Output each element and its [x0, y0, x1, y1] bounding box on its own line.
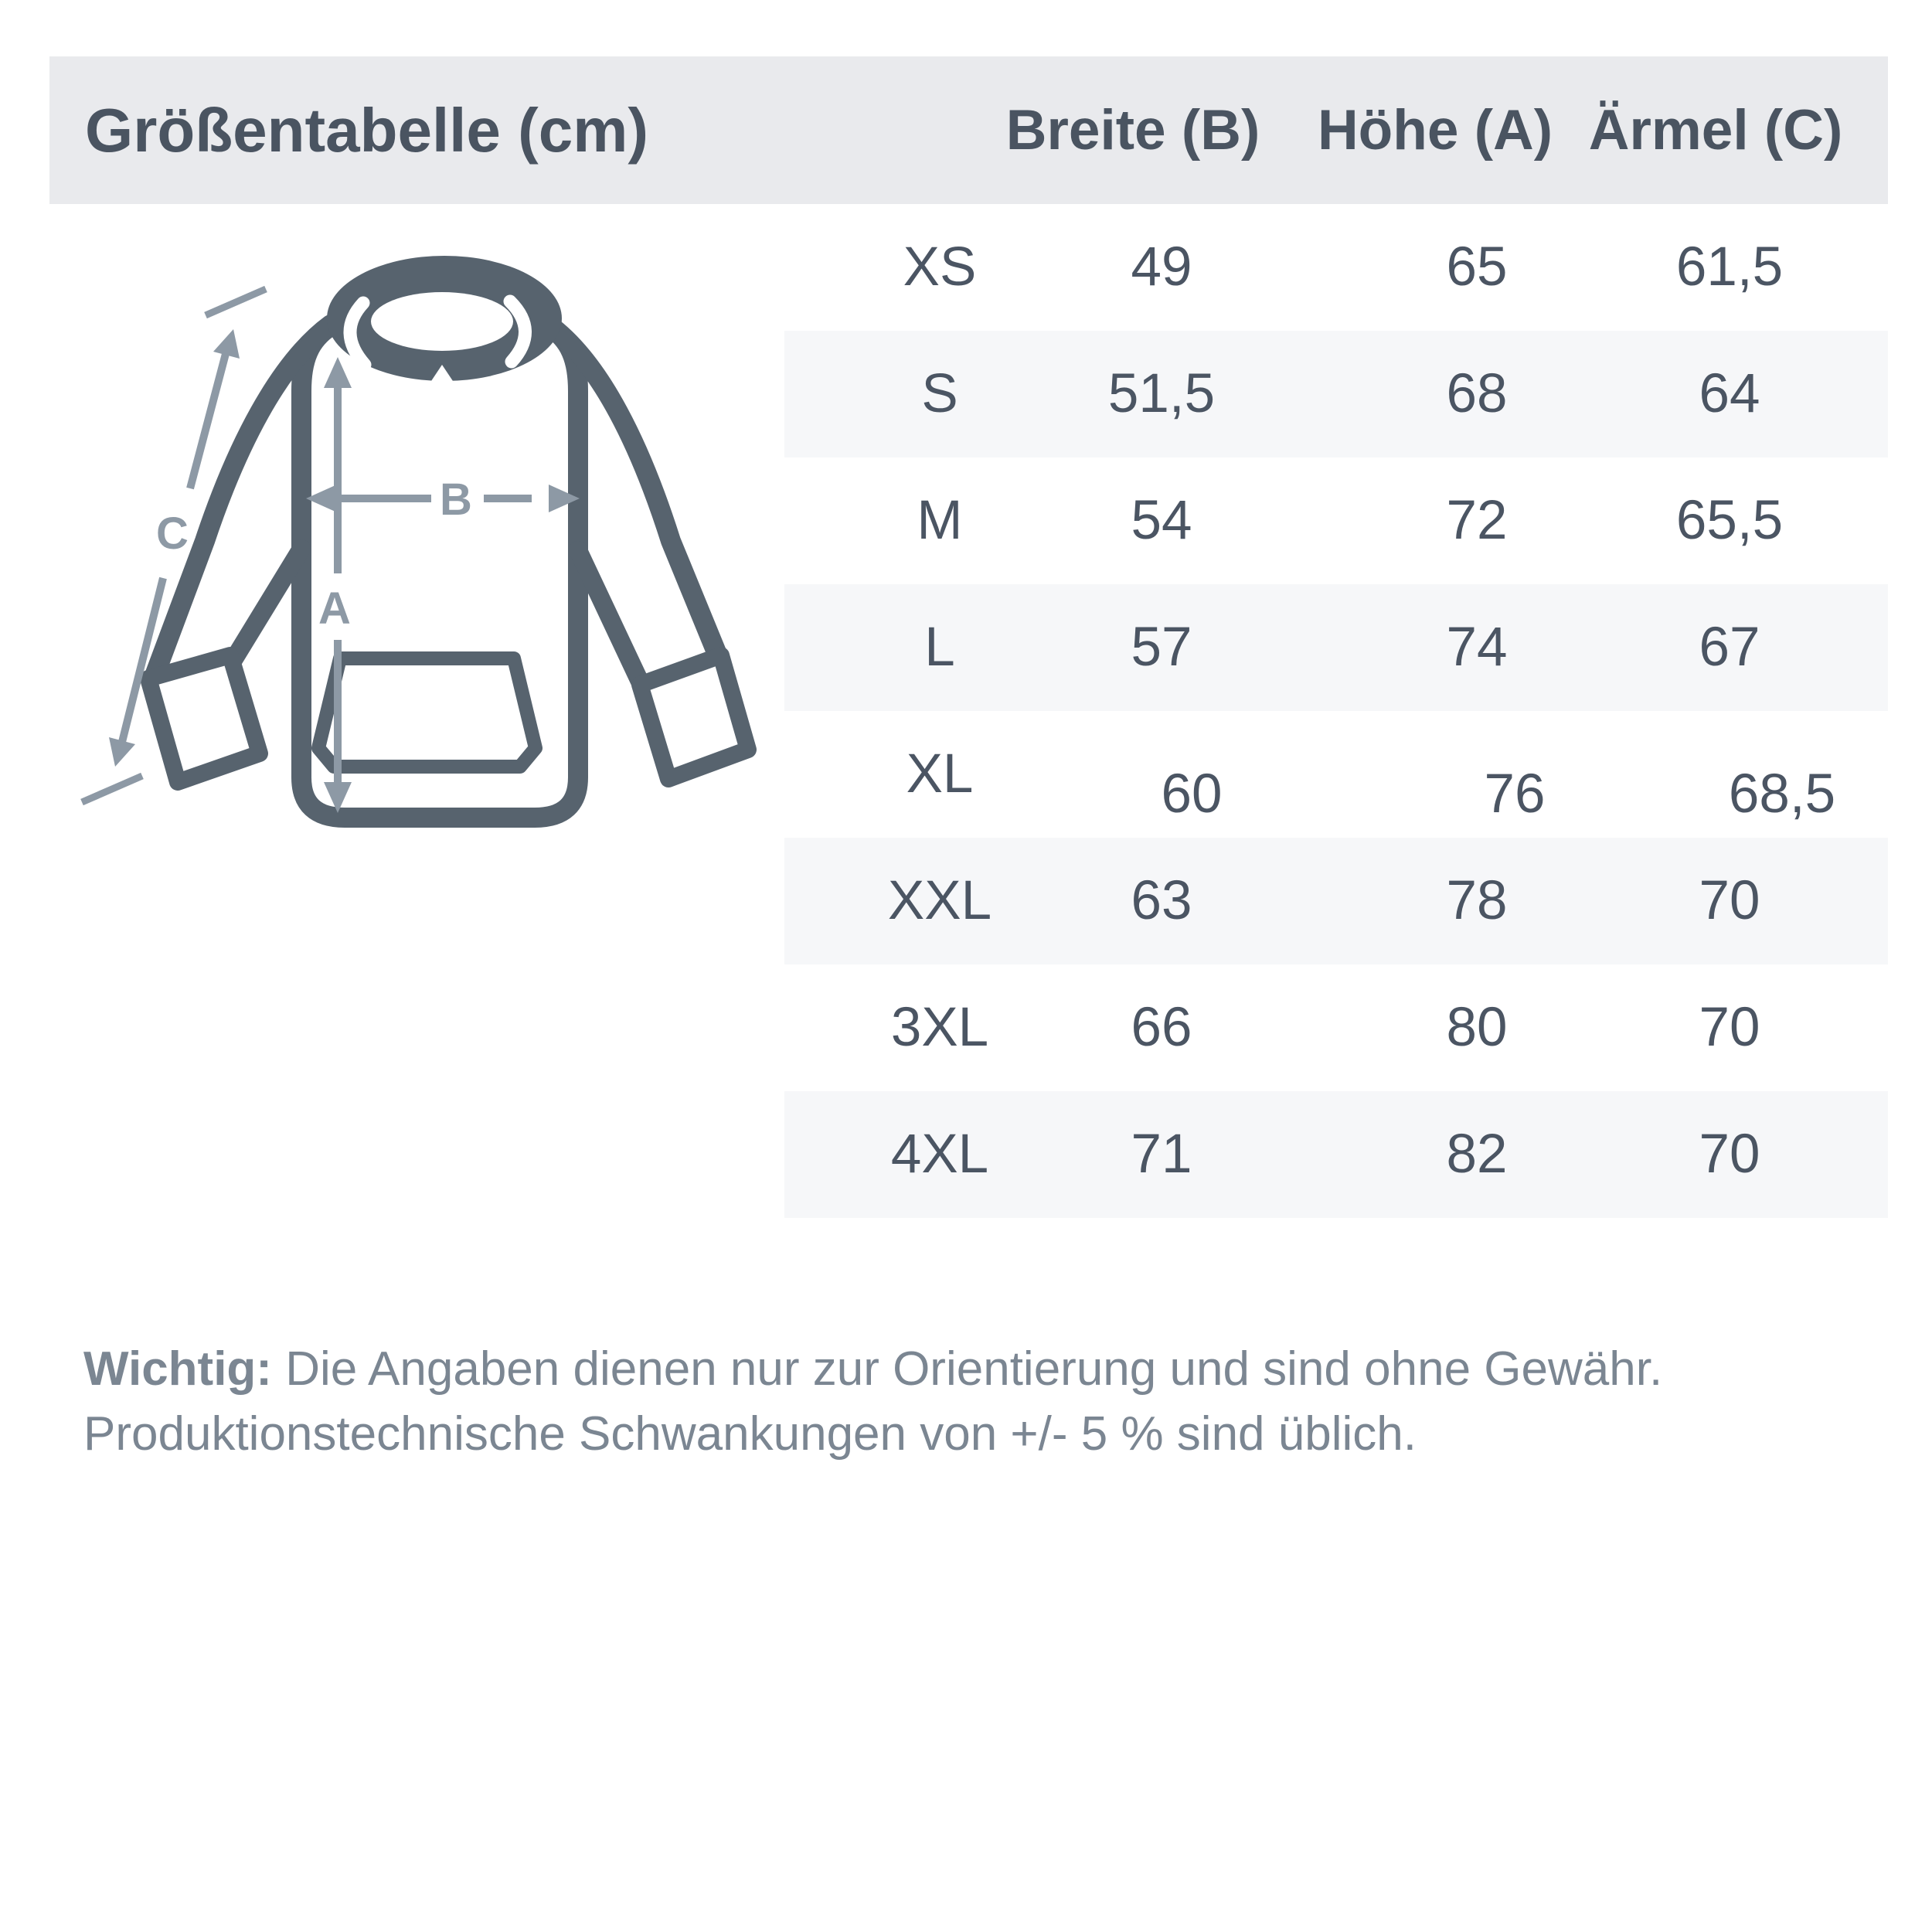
breite-value: 71	[1131, 1124, 1192, 1185]
aermel-value: 70	[1699, 1124, 1760, 1185]
hoehe-value: 82	[1446, 1124, 1508, 1185]
column-header-aermel: Ärmel (C)	[1588, 99, 1843, 162]
table-header	[49, 56, 1888, 204]
page-title: Größentabelle (cm)	[85, 96, 649, 165]
hoodie-icon	[148, 256, 748, 818]
breite-value: 54	[1131, 490, 1192, 551]
aermel-value: 68,5	[1728, 764, 1836, 825]
size-label: S	[921, 363, 958, 424]
size-label: XS	[903, 236, 977, 298]
label-b: B	[440, 474, 472, 525]
breite-value: 57	[1131, 617, 1192, 678]
breite-value: 66	[1131, 997, 1192, 1058]
hoehe-value: 76	[1484, 764, 1546, 825]
column-header-hoehe: Höhe (A)	[1317, 99, 1553, 162]
breite-value: 51,5	[1107, 363, 1216, 424]
table-row	[0, 1091, 1932, 1218]
column-header-breite: Breite (B)	[1005, 99, 1260, 162]
aermel-value: 64	[1699, 363, 1760, 424]
breite-value: 63	[1131, 870, 1192, 931]
hoehe-value: 68	[1446, 363, 1508, 424]
breite-value: 49	[1131, 236, 1192, 298]
disclaimer-line1: Die Angaben dienen nur zur Orientierung und sind ohne Gewähr.	[285, 1342, 1663, 1396]
hoehe-value: 72	[1446, 490, 1508, 551]
size-label: XL	[906, 743, 974, 804]
aermel-value: 70	[1699, 997, 1760, 1058]
breite-value: 60	[1161, 764, 1223, 825]
hoehe-value: 78	[1446, 870, 1508, 931]
disclaimer-label: Wichtig:	[83, 1342, 272, 1396]
disclaimer-line2: Produktionstechnische Schwankungen von +/- 5 % sind üblich.	[83, 1407, 1417, 1461]
size-label: M	[917, 490, 963, 551]
hoehe-value: 65	[1446, 236, 1508, 298]
disclaimer-note	[83, 1337, 1876, 1467]
hoodie-measurement-diagram	[46, 216, 819, 896]
label-a: A	[318, 583, 351, 634]
aermel-value: 67	[1699, 617, 1760, 678]
size-label: 4XL	[890, 1124, 989, 1185]
aermel-value: 70	[1699, 870, 1760, 931]
aermel-value: 61,5	[1675, 236, 1784, 298]
hoehe-value: 74	[1446, 617, 1508, 678]
size-label: L	[924, 617, 955, 678]
size-label: XXL	[887, 870, 992, 931]
aermel-value: 65,5	[1675, 490, 1784, 551]
hoehe-value: 80	[1446, 997, 1508, 1058]
table-row	[0, 964, 1932, 1091]
size-label: 3XL	[890, 997, 989, 1058]
label-c: C	[156, 509, 189, 559]
